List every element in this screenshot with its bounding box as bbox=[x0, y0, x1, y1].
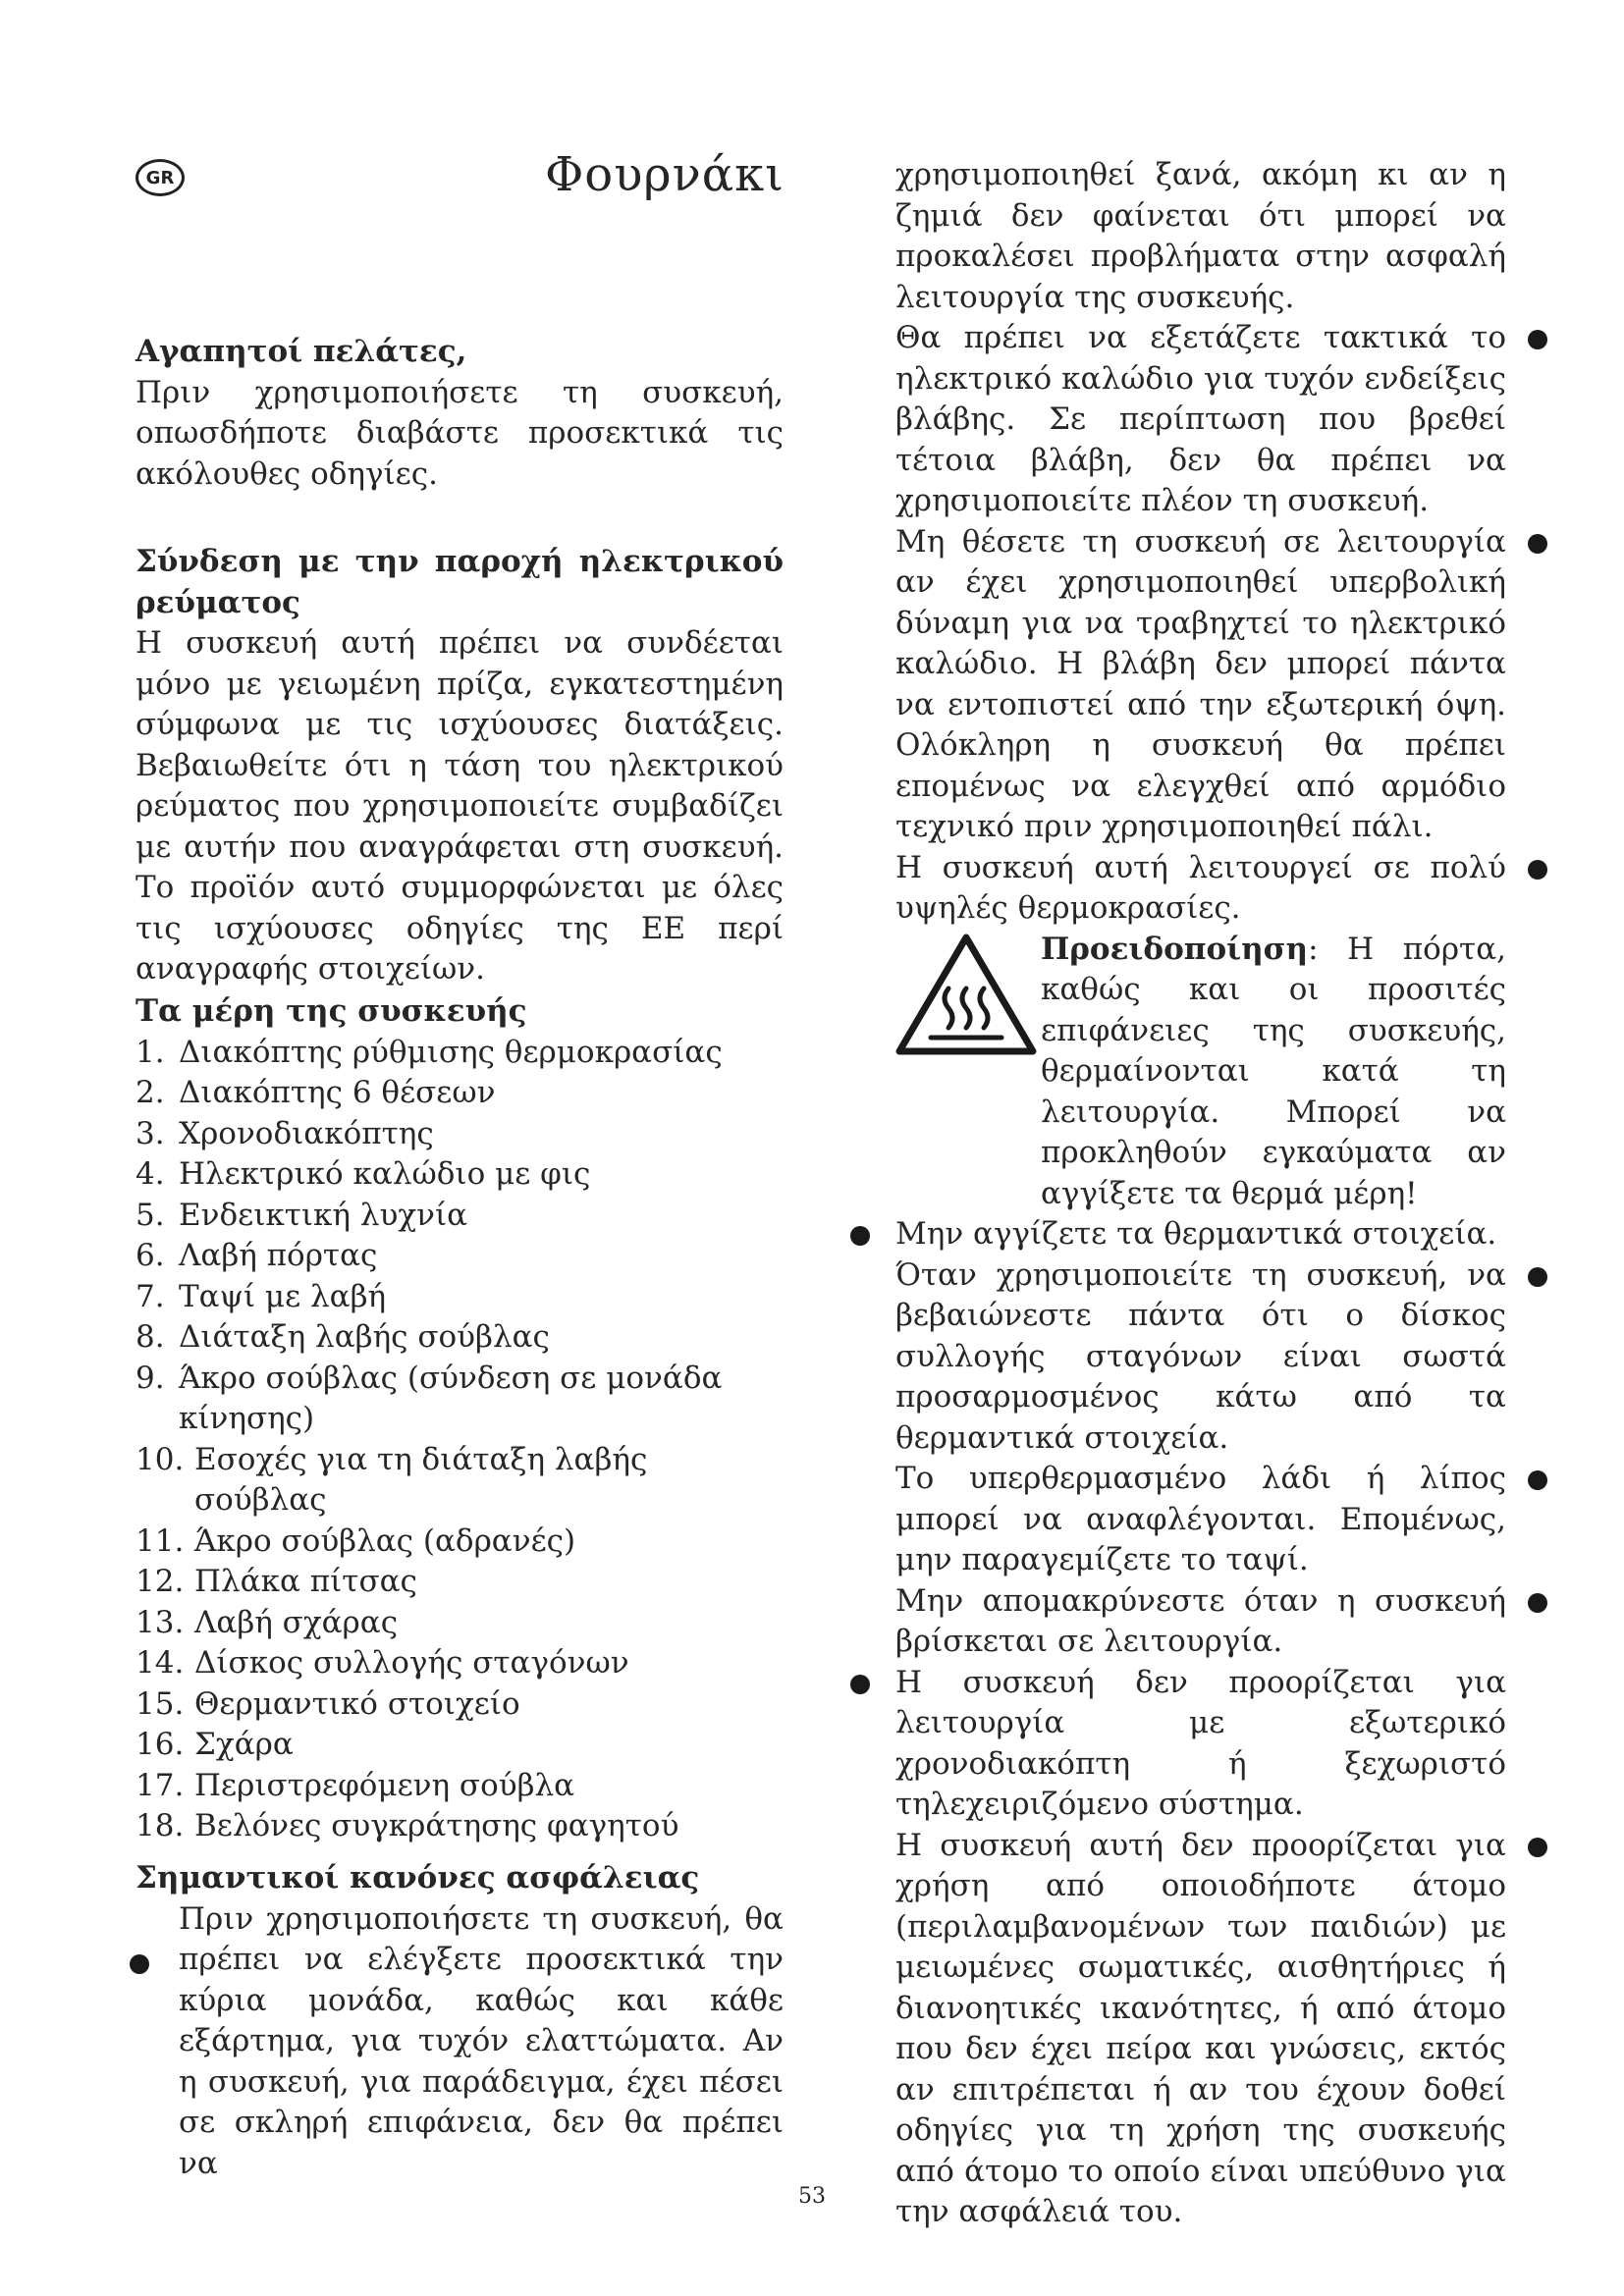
list-item: 18. Βελόνες συγκράτησης φαγητού bbox=[135, 1808, 679, 1843]
list-item: 12. Πλάκα πίτσας bbox=[135, 1564, 417, 1599]
safety-bullet: Το υπερθερμασμένο λάδι ή λίπος μπορεί να αναφλέγονται. Επομένως, μην παραγεμίζετε το ταψί. bbox=[895, 1459, 1506, 1581]
list-item: 2. Διακόπτης 6 θέσεων bbox=[135, 1075, 496, 1110]
greeting-heading: Αγαπητοί πελάτες, bbox=[135, 334, 467, 369]
language-badge: GR bbox=[135, 159, 185, 196]
bullet-dot bbox=[1528, 1267, 1547, 1287]
parts-heading: Τα μέρη της συσκευής bbox=[135, 993, 527, 1029]
safety-bullet: Όταν χρησιμοποιείτε τη συσκευή, να βεβαιώνεστε πάντα ότι ο δίσκος συλλογής σταγόνων είναι σωστά προσαρμοσμένος κάτω από τα θερμαντικά στοιχεία. bbox=[895, 1255, 1506, 1460]
list-item: 10. Εσοχές για τη διάταξη λαβής σούβλας bbox=[135, 1441, 648, 1518]
bullet-dot bbox=[850, 1226, 870, 1246]
list-item: 3. Χρονοδιακόπτης bbox=[135, 1115, 434, 1151]
safety-bullet: Μην αγγίζετε τα θερμαντικά στοιχεία. bbox=[895, 1214, 1506, 1255]
hot-surface-warning-icon bbox=[893, 932, 1039, 1057]
bullet-dot bbox=[850, 1675, 870, 1694]
safety-bullet: Μη θέσετε τη συσκευή σε λειτουργία αν έχει χρησιμοποιηθεί υπερβολική δύναμη για να τραβηχτεί το ηλεκτρικό καλώδιο. Η βλάβη δεν μπορεί πάντα να εντοπιστεί από την εξωτερική όψη. Ολόκληρη η συσκευή θα πρέπει επομένως να ελεγχθεί από αρμόδιο τεχνικό πριν χρησιμοποιηθεί πάλι. bbox=[895, 522, 1506, 848]
list-item: 8. Διάταξη λαβής σούβλας bbox=[135, 1319, 550, 1355]
list-item: 1. Διακόπτης ρύθμισης θερμοκρασίας bbox=[135, 1034, 723, 1070]
safety-first-text: Πριν χρησιμοποιήσετε τη συσκευή, θα πρέπει να ελέγξετε προσεκτικά την κύρια μονάδα, καθώς και κάθε εξάρτημα, για τυχόν ελαττώματα. Αν η συσκευή, για παράδειγμα, έχει πέσει σε σκληρή επιφάνεια, δεν θα πρέπει να bbox=[179, 1900, 784, 2181]
safety-bullet: Η συσκευή αυτή δεν προορίζεται για χρήση από οποιοδήποτε άτομο (περιλαμβανομένων των παιδιών) με μειωμένες σωματικές, αισθητήριες ή διανοητικές ικανότητες, ή από άτομο που δεν έχει πείρα και γνώσεις, εκτός αν επιτρέπεται ή αν του έχουν δοθεί οδηγίες για τη χρήση της συσκευής από άτομο το οποίο είναι υπεύθυνο για την ασφάλειά του. bbox=[895, 1826, 1506, 2233]
bullet-dot bbox=[1528, 330, 1547, 349]
safety-continuation: χρησιμοποιηθεί ξανά, ακόμη κι αν η ζημιά δεν φαίνεται ότι μπορεί να προκαλέσει προβλήματα στην ασφαλή λειτουργία της συσκευής. bbox=[895, 157, 1506, 315]
list-item: 6. Λαβή πόρτας bbox=[135, 1238, 378, 1273]
bullet-dot bbox=[1528, 1470, 1547, 1490]
list-item: 15. Θερμαντικό στοιχείο bbox=[135, 1685, 520, 1722]
safety-bullet: Η συσκευή δεν προορίζεται για λειτουργία με εξωτερικό χρονοδιακόπτη ή ξεχωριστό τηλεχειριζόμενο σύστημα. bbox=[895, 1663, 1506, 1826]
safety-bullet: Η συσκευή αυτή λειτουργεί σε πολύ υψηλές θερμοκρασίες. bbox=[895, 848, 1506, 930]
list-item: 7. Ταψί με λαβή bbox=[135, 1278, 387, 1314]
bullet-dot bbox=[1528, 1838, 1547, 1857]
safety-heading: Σημαντικοί κανόνες ασφάλειας bbox=[135, 1860, 700, 1896]
page-number: 53 bbox=[798, 2184, 826, 2209]
list-item: 4. Ηλεκτρικό καλώδιο με φις bbox=[135, 1156, 591, 1192]
safety-bullet: Θα πρέπει να εξετάζετε τακτικά το ηλεκτρικό καλώδιο για τυχόν ενδείξεις βλάβης. Σε περίπτωση που βρεθεί τέτοια βλάβη, δεν θα πρέπει να χρησιμοποιείτε πλέον τη συσκευή. bbox=[895, 318, 1506, 522]
list-item: 11. Άκρο σούβλας (αδρανές) bbox=[135, 1522, 576, 1559]
list-item: 14. Δίσκος συλλογής σταγόνων bbox=[135, 1645, 629, 1681]
list-item: 9. Άκρο σούβλας (σύνδεση σε μονάδα κίνησης) bbox=[135, 1360, 723, 1436]
parts-list bbox=[135, 1033, 784, 1847]
list-item: 17. Περιστρεφόμενη σούβλα bbox=[135, 1767, 575, 1803]
page-title: Φουρνάκι bbox=[544, 147, 785, 202]
safety-bullet: Μην απομακρύνεστε όταν η συσκευή βρίσκεται σε λειτουργία. bbox=[895, 1581, 1506, 1663]
warning-block bbox=[895, 930, 1506, 1215]
list-item: 16. Σχάρα bbox=[135, 1727, 294, 1762]
list-item: 13. Λαβή σχάρας bbox=[135, 1604, 399, 1640]
greeting-text: Πριν χρησιμοποιήσετε τη συσκευή, οπωσδήποτε διαβάστε προσεκτικά τις ακόλουθες οδηγίες. bbox=[135, 374, 784, 492]
bullet-dot bbox=[130, 1954, 149, 1974]
warning-text: Προειδοποίηση: Η πόρτα, καθώς και οι προσιτές επιφάνειες της συσκευής, θερμαίνονται κατά τη λειτουργία. Μπορεί να προκληθούν εγκαύματα αν αγγίξετε τα θερμά μέρη! bbox=[1041, 931, 1506, 1211]
bullet-dot bbox=[1528, 860, 1547, 880]
bullet-dot bbox=[1528, 534, 1547, 554]
warning-label: Προειδοποίηση bbox=[1041, 931, 1309, 967]
safety-first-item bbox=[135, 1899, 784, 2185]
bullet-dot bbox=[1528, 1593, 1547, 1613]
connection-text: Η συσκευή αυτή πρέπει να συνδέεται μόνο με γειωμένη πρίζα, εγκατεστημένη σύμφωνα με τις ισχύουσες διατάξεις. Βεβαιωθείτε ότι η τάση του ηλεκτρικού ρεύματος που χρησιμοποιείτε συμβαδίζει με αυτήν που αναγράφεται στη συσκευή. Το προϊόν αυτό συμμορφώνεται με όλες τις ισχύουσες οδηγίες της ΕΕ περί αναγραφής στοιχείων. bbox=[135, 625, 784, 987]
list-item: 5. Ενδεικτική λυχνία bbox=[135, 1197, 468, 1233]
connection-heading: Σύνδεση με την παροχή ηλεκτρικού ρεύματος bbox=[135, 544, 784, 620]
